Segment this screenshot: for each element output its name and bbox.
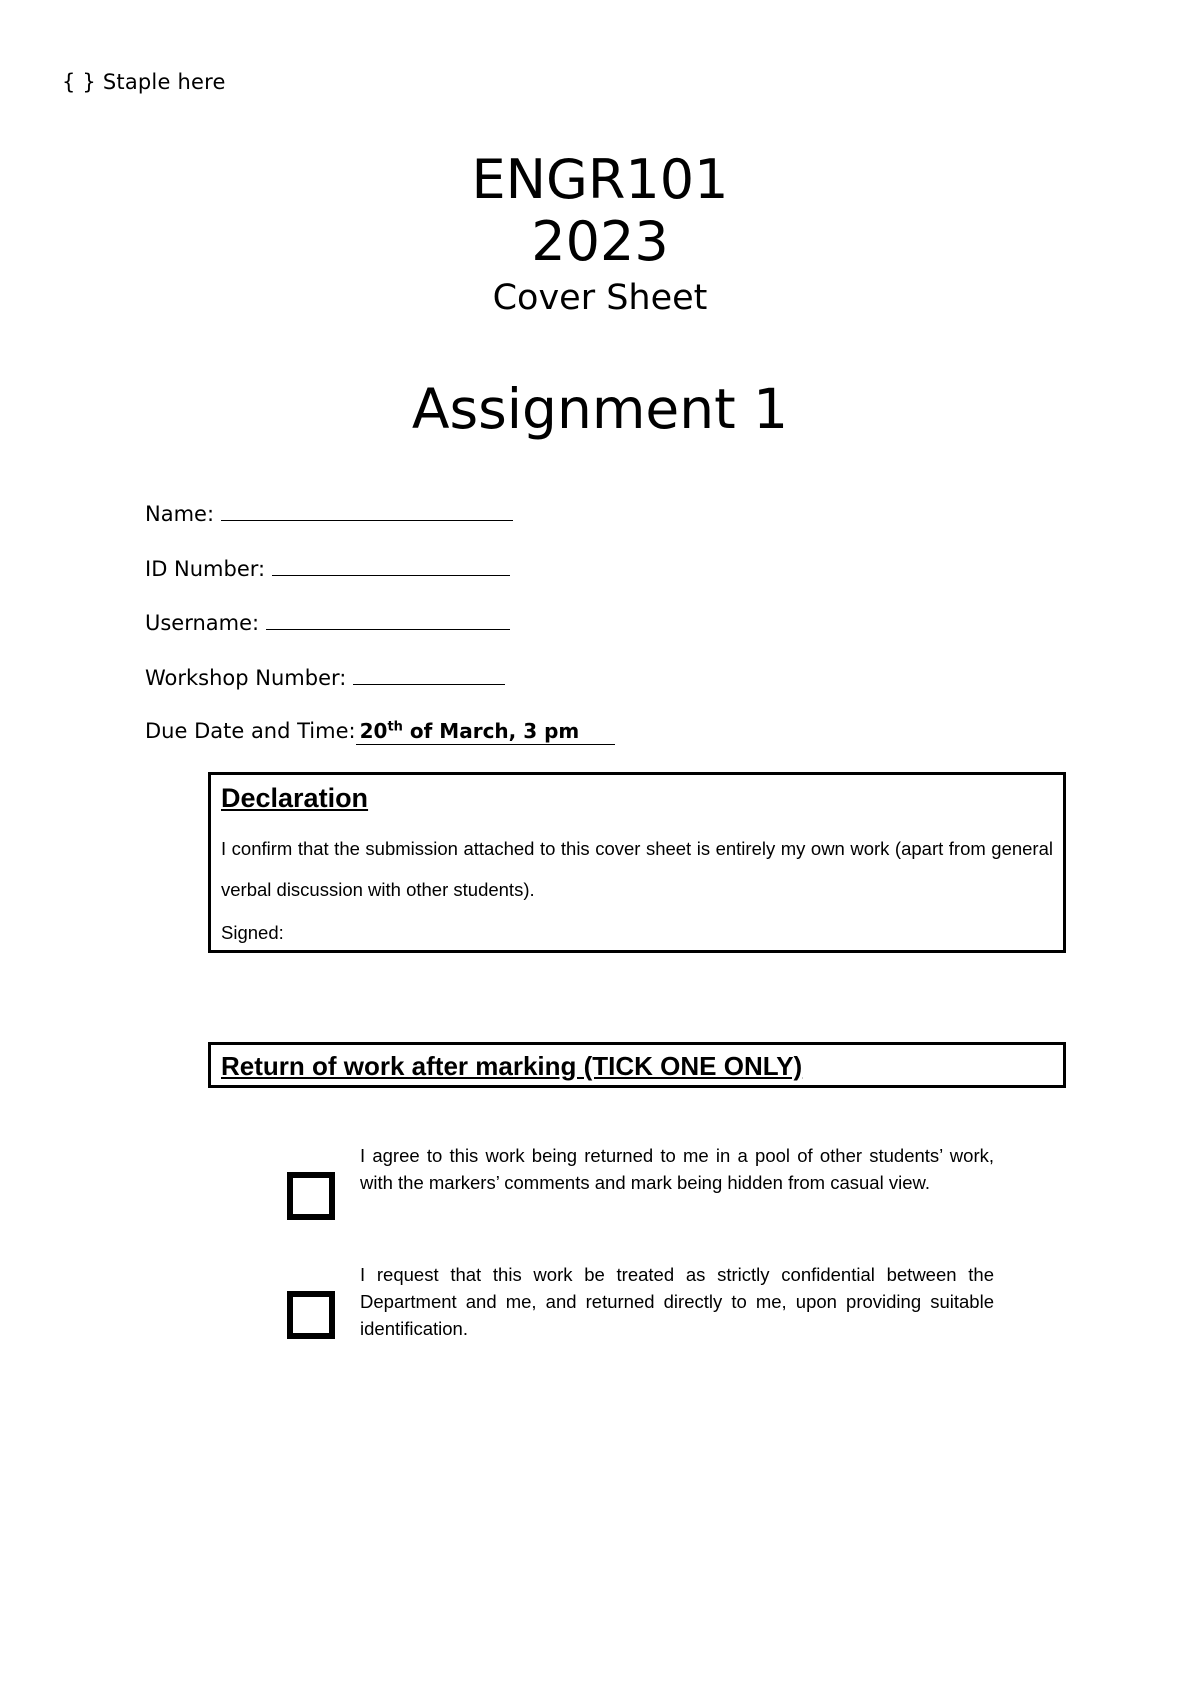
- name-input-line[interactable]: [221, 498, 513, 521]
- username-input-line[interactable]: [266, 607, 510, 630]
- declaration-box: [208, 772, 1066, 953]
- workshop-number-field: [145, 662, 505, 692]
- id-number-input-line[interactable]: [272, 553, 510, 576]
- signed-label: Signed:: [221, 922, 284, 943]
- year: 2023: [531, 210, 669, 273]
- workshop-number-label: Workshop Number:: [145, 666, 347, 690]
- name-field: [145, 498, 513, 528]
- option-pool-checkbox[interactable]: [287, 1172, 335, 1220]
- id-number-label: ID Number:: [145, 557, 266, 581]
- option-confidential-text: I request that this work be treated as strictly confidential between the Department and me, and returned directly to me, upon providing suitable identification.: [360, 1264, 994, 1339]
- id-number-field: [145, 553, 510, 583]
- due-day-suffix: th: [387, 719, 403, 735]
- declaration-body: I confirm that the submission attached to this cover sheet is entirely my own work (apart from general verbal discussion with other students).: [221, 838, 1053, 900]
- option-pool-text: I agree to this work being returned to me in a pool of other students’ work, with the markers’ comments and mark being hidden from casual view.: [360, 1145, 994, 1193]
- username-field: [145, 607, 510, 637]
- staple-note: { } Staple here: [62, 70, 226, 94]
- assignment-title: Assignment 1: [411, 377, 789, 441]
- sheet-title: Cover Sheet: [492, 278, 708, 318]
- due-date-label: Due Date and Time:: [145, 719, 356, 743]
- declaration-title: Declaration: [221, 783, 369, 813]
- due-date-field: [145, 717, 615, 745]
- username-label: Username:: [145, 611, 260, 635]
- return-of-work-title: Return of work after marking (TICK ONE ONLY): [221, 1051, 803, 1081]
- workshop-number-input-line[interactable]: [353, 662, 505, 685]
- due-rest: of March, 3 pm: [402, 719, 580, 743]
- name-label: Name:: [145, 502, 215, 526]
- due-day: 20: [359, 719, 388, 743]
- due-date-value: [356, 718, 616, 745]
- option-confidential-checkbox[interactable]: [287, 1291, 335, 1339]
- return-of-work-box: [208, 1042, 1066, 1088]
- course-code: ENGR101: [471, 148, 729, 211]
